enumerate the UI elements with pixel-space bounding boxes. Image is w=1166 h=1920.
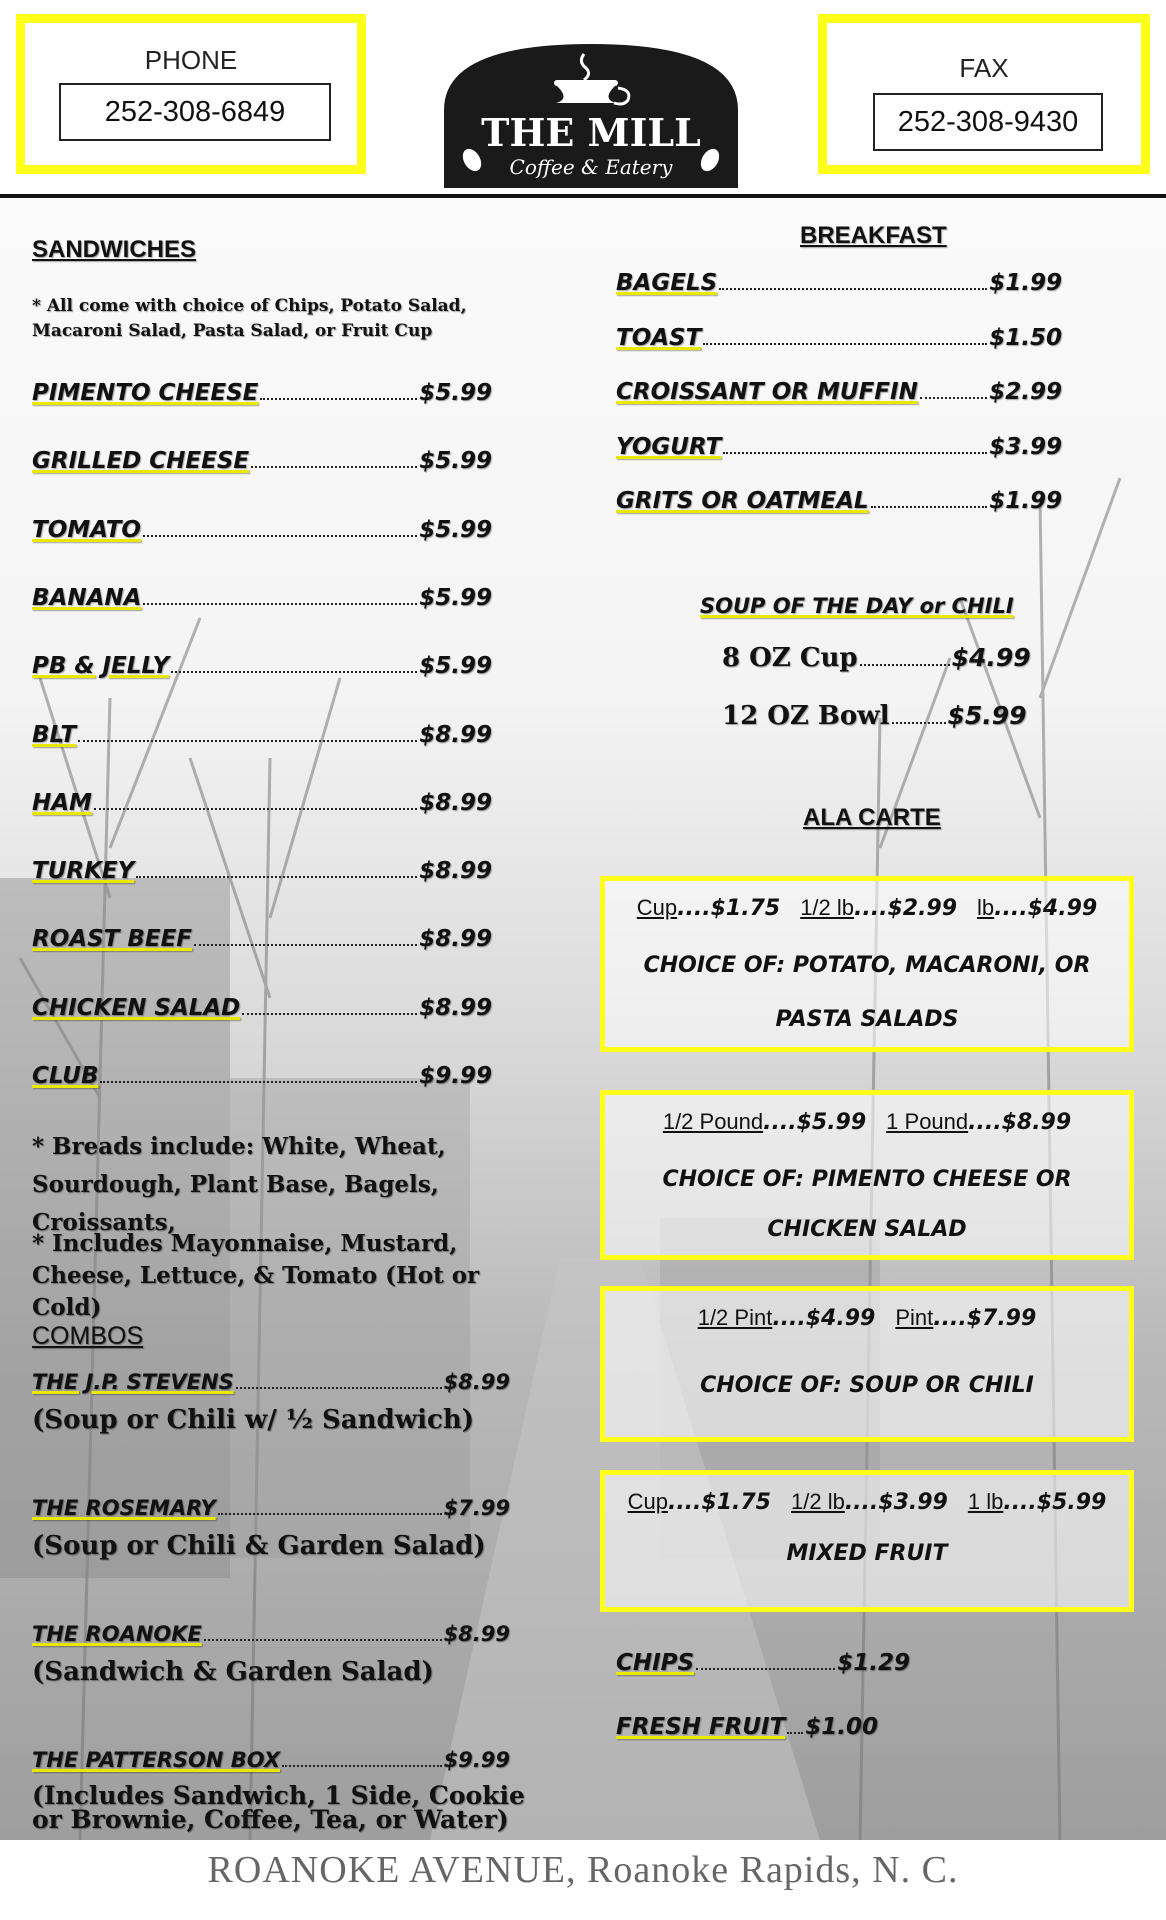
ala-carte-price-row — [605, 1489, 1129, 1515]
sandwiches-note: All come with choice of Chips, Potato Salad, Macaroni Salad, Pasta Salad, or Fruit Cup — [32, 296, 467, 341]
header — [0, 0, 1166, 196]
ala-carte-caption: MIXED FRUIT — [786, 1541, 948, 1566]
ala-carte-size: 1 lb — [967, 1489, 1004, 1514]
extra-item-name: FRESH FRUIT — [616, 1714, 786, 1740]
ala-carte-box — [600, 1470, 1134, 1612]
ala-carte-price — [663, 1109, 866, 1135]
sandwich-item-name: CLUB — [32, 1063, 99, 1089]
sandwich-item — [32, 790, 492, 816]
ala-carte-leader: .... — [844, 1490, 879, 1515]
breakfast-item-leader — [719, 287, 987, 290]
breakfast-item-name: BAGELS — [616, 270, 718, 296]
sandwich-item-leader — [194, 943, 417, 946]
sandwich-item-price: $5.99 — [419, 448, 492, 475]
ala-carte-price — [968, 1489, 1107, 1515]
sandwich-item-price: $9.99 — [419, 1063, 492, 1089]
combo-item-price: $9.99 — [443, 1748, 510, 1772]
soup-item-price: $5.99 — [947, 701, 1027, 730]
ala-carte-price — [886, 1109, 1071, 1135]
breakfast-item — [616, 379, 1062, 405]
breakfast-item-price: $3.99 — [989, 433, 1062, 460]
ala-carte-price-row — [605, 1109, 1129, 1135]
sandwich-item — [32, 1063, 492, 1089]
soup-item — [722, 644, 1031, 673]
breakfast-item-leader — [871, 505, 988, 508]
sandwich-item-price: $5.99 — [419, 380, 492, 406]
sandwich-item-price: $8.99 — [419, 994, 492, 1021]
breakfast-item-price: $1.99 — [989, 488, 1062, 514]
sandwich-item-name: ROAST BEEF — [32, 926, 192, 953]
sandwich-item — [32, 995, 492, 1021]
breakfast-item — [616, 270, 1062, 296]
breakfast-item-price: $1.50 — [989, 324, 1062, 351]
combo-item-name: THE ROSEMARY — [32, 1496, 216, 1520]
ala-carte-leader: .... — [854, 896, 888, 921]
ala-carte-caption: CHOICE OF: SOUP OR CHILI — [700, 1373, 1034, 1398]
ala-carte-leader: .... — [763, 1110, 797, 1135]
breakfast-item — [616, 488, 1062, 514]
ala-carte-size: Cup — [636, 895, 678, 920]
sandwich-item-leader — [100, 1080, 417, 1083]
fax-number: 252-308-9430 — [873, 93, 1103, 151]
ala-carte-leader: .... — [1003, 1490, 1037, 1515]
combo-item — [32, 1622, 510, 1646]
phone-box — [16, 14, 366, 174]
ala-carte-caption: CHOICE OF: PIMENTO CHEESE OR — [662, 1167, 1072, 1192]
ala-carte-caption-2: CHICKEN SALAD — [767, 1217, 967, 1242]
ala-carte-caption: CHOICE OF: POTATO, MACARONI, OR — [643, 953, 1091, 978]
sandwich-item-price: $5.99 — [419, 516, 492, 543]
ala-carte-box — [600, 876, 1134, 1052]
combo-item-price: $8.99 — [443, 1622, 510, 1646]
combos-heading: COMBOS — [32, 1322, 144, 1350]
sandwich-item — [32, 585, 492, 611]
ala-carte-size: 1/2 Pint — [697, 1305, 773, 1330]
ala-carte-size: 1 Pound — [886, 1109, 969, 1134]
combo-item-desc: (Soup or Chili w/ ½ Sandwich) — [32, 1405, 475, 1435]
ala-carte-amount: $1.75 — [701, 1490, 771, 1515]
sandwich-item — [32, 926, 492, 952]
extra-item-price: $1.29 — [837, 1650, 910, 1676]
ala-carte-size: lb — [977, 895, 995, 920]
combo-item-leader — [236, 1386, 442, 1389]
ala-carte-price — [628, 1489, 771, 1515]
ala-carte-amount: $8.99 — [1001, 1110, 1072, 1135]
sandwich-item-price: $8.99 — [419, 858, 492, 885]
ala-carte-box — [600, 1286, 1134, 1442]
sandwich-item-leader — [94, 807, 417, 810]
breakfast-item-name: GRITS OR OATMEAL — [616, 488, 869, 514]
soup-item — [722, 702, 1027, 731]
ala-carte-price — [895, 1305, 1036, 1331]
combo-item-name: THE J.P. STEVENS — [32, 1370, 234, 1394]
combo-item-price: $8.99 — [443, 1370, 510, 1394]
ala-carte-leader: .... — [968, 1110, 1002, 1135]
sandwiches-heading: SANDWICHES — [32, 236, 197, 263]
ala-carte-price-row — [605, 1305, 1129, 1331]
fax-label: FAX — [959, 53, 1009, 83]
breakfast-item-name: TOAST — [616, 324, 702, 351]
ala-carte-leader: .... — [933, 1306, 967, 1331]
sandwich-item-leader — [143, 534, 417, 537]
combo-item-desc: (Sandwich & Garden Salad) — [32, 1657, 434, 1687]
fax-box — [818, 14, 1150, 174]
sandwich-item-price: $8.99 — [419, 789, 492, 816]
ala-carte-price — [791, 1489, 948, 1515]
breakfast-item-name: YOGURT — [616, 433, 722, 460]
phone-number: 252-308-6849 — [59, 83, 331, 141]
combo-item-desc: (Includes Sandwich, 1 Side, Cookie or Brownie, Coffee, Tea, or Water) — [32, 1781, 525, 1834]
sandwich-item — [32, 380, 492, 406]
ala-carte-price — [800, 895, 957, 921]
combo-item — [32, 1496, 510, 1520]
soup-item-name: 12 OZ Bowl — [722, 701, 890, 731]
logo-title: THE MILL — [481, 110, 701, 155]
breakfast-item — [616, 434, 1062, 460]
ala-carte-amount: $5.99 — [796, 1110, 867, 1135]
combo-item-name: THE PATTERSON BOX — [32, 1748, 281, 1772]
breakfast-item — [616, 325, 1062, 351]
ala-carte-price — [637, 895, 780, 921]
combo-item — [32, 1370, 510, 1394]
combo-item-leader — [204, 1638, 442, 1641]
breakfast-item-leader — [723, 451, 987, 454]
breakfast-item-leader — [703, 342, 987, 345]
ala-carte-price — [977, 895, 1097, 921]
breakfast-item-leader — [920, 396, 987, 399]
ala-carte-price — [698, 1305, 876, 1331]
combo-item — [32, 1748, 510, 1772]
ala-carte-leader: .... — [994, 896, 1028, 921]
ala-carte-leader: .... — [667, 1490, 702, 1515]
ala-carte-heading: ALA CARTE — [803, 804, 941, 831]
sandwich-item-leader — [251, 465, 417, 468]
extra-item — [616, 1650, 910, 1676]
ala-carte-amount: $5.99 — [1036, 1490, 1107, 1515]
ala-carte-amount: $4.99 — [805, 1306, 876, 1331]
sandwich-item — [32, 858, 492, 884]
soup-item-leader — [892, 721, 946, 724]
phone-label: PHONE — [144, 45, 238, 75]
sandwich-item — [32, 517, 492, 543]
extra-item — [616, 1714, 878, 1740]
sandwich-item-name: HAM — [32, 789, 92, 816]
ala-carte-leader: .... — [677, 896, 711, 921]
sandwich-item-leader — [143, 602, 417, 605]
ala-carte-amount: $1.75 — [710, 896, 781, 921]
ala-carte-amount: $2.99 — [887, 896, 958, 921]
sandwich-item-leader — [171, 670, 417, 673]
sandwich-item — [32, 722, 492, 748]
soup-item-name: 8 OZ Cup — [722, 643, 858, 673]
ala-carte-size: Cup — [627, 1489, 668, 1514]
sandwich-item-name: TURKEY — [32, 858, 135, 885]
ala-carte-size: 1/2 Pound — [662, 1109, 764, 1134]
sandwich-item-name: GRILLED CHEESE — [32, 448, 250, 475]
ala-carte-amount: $7.99 — [966, 1306, 1037, 1331]
combo-item-leader — [282, 1764, 441, 1767]
sandwich-item-price: $8.99 — [419, 926, 492, 953]
ala-carte-box — [600, 1090, 1134, 1260]
extra-item-leader — [696, 1667, 835, 1670]
ala-carte-amount: $4.99 — [1027, 896, 1098, 921]
combo-item-price: $7.99 — [443, 1496, 510, 1520]
breakfast-item-price: $2.99 — [989, 379, 1062, 405]
logo-subtitle: Coffee & Eatery — [509, 155, 673, 179]
sandwich-item-leader — [78, 739, 417, 742]
sandwiches-note-symbol: * — [32, 296, 41, 316]
photo-caption: ROANOKE AVENUE, Roanoke Rapids, N. C. — [207, 1849, 959, 1891]
includes-note: * Includes Mayonnaise, Mustard, Cheese, Lettuce, & Tomato (Hot or Cold) — [32, 1230, 480, 1322]
sandwich-item — [32, 653, 492, 679]
breads-note: * Breads include: White, Wheat, Sourdough, Plant Base, Bagels, Croissants, — [32, 1133, 446, 1236]
ala-carte-leader: .... — [772, 1306, 806, 1331]
ala-carte-price-row — [605, 895, 1129, 921]
breakfast-item-name: CROISSANT OR MUFFIN — [616, 379, 918, 405]
sandwich-item-name: BANANA — [32, 584, 142, 611]
sandwich-item-leader — [260, 397, 417, 400]
sandwich-item-leader — [136, 875, 417, 878]
ala-carte-size: 1/2 lb — [800, 895, 855, 920]
sandwich-item-price: $5.99 — [419, 584, 492, 611]
combo-item-desc: (Soup or Chili & Garden Salad) — [32, 1531, 486, 1561]
sandwich-item — [32, 448, 492, 474]
ala-carte-amount: $3.99 — [878, 1490, 948, 1515]
extra-item-price: $1.00 — [805, 1714, 878, 1740]
sandwich-item-name: PIMENTO CHEESE — [32, 380, 259, 406]
breakfast-item-price: $1.99 — [989, 270, 1062, 296]
breakfast-heading: BREAKFAST — [800, 222, 947, 249]
combo-item-name: THE ROANOKE — [32, 1622, 202, 1646]
ala-carte-size: 1/2 lb — [791, 1489, 845, 1514]
sandwich-item-leader — [242, 1012, 417, 1015]
ala-carte-caption-2: PASTA SALADS — [775, 1007, 959, 1032]
combo-item-leader — [218, 1512, 442, 1515]
mill-logo — [436, 40, 746, 190]
soup-item-leader — [860, 663, 950, 666]
extra-item-leader — [787, 1731, 803, 1734]
soup-item-price: $4.99 — [951, 643, 1031, 672]
sandwich-item-price: $8.99 — [419, 721, 492, 748]
extra-item-name: CHIPS — [616, 1650, 695, 1676]
sandwich-item-name: PB & JELLY — [32, 653, 170, 680]
ala-carte-size: Pint — [895, 1305, 934, 1330]
soup-heading: SOUP OF THE DAY or CHILI — [700, 594, 1014, 618]
sandwich-item-name: CHICKEN SALAD — [32, 994, 241, 1021]
sandwich-item-price: $5.99 — [419, 653, 492, 680]
sandwich-item-name: TOMATO — [32, 516, 141, 543]
sandwich-item-name: BLT — [32, 721, 77, 748]
